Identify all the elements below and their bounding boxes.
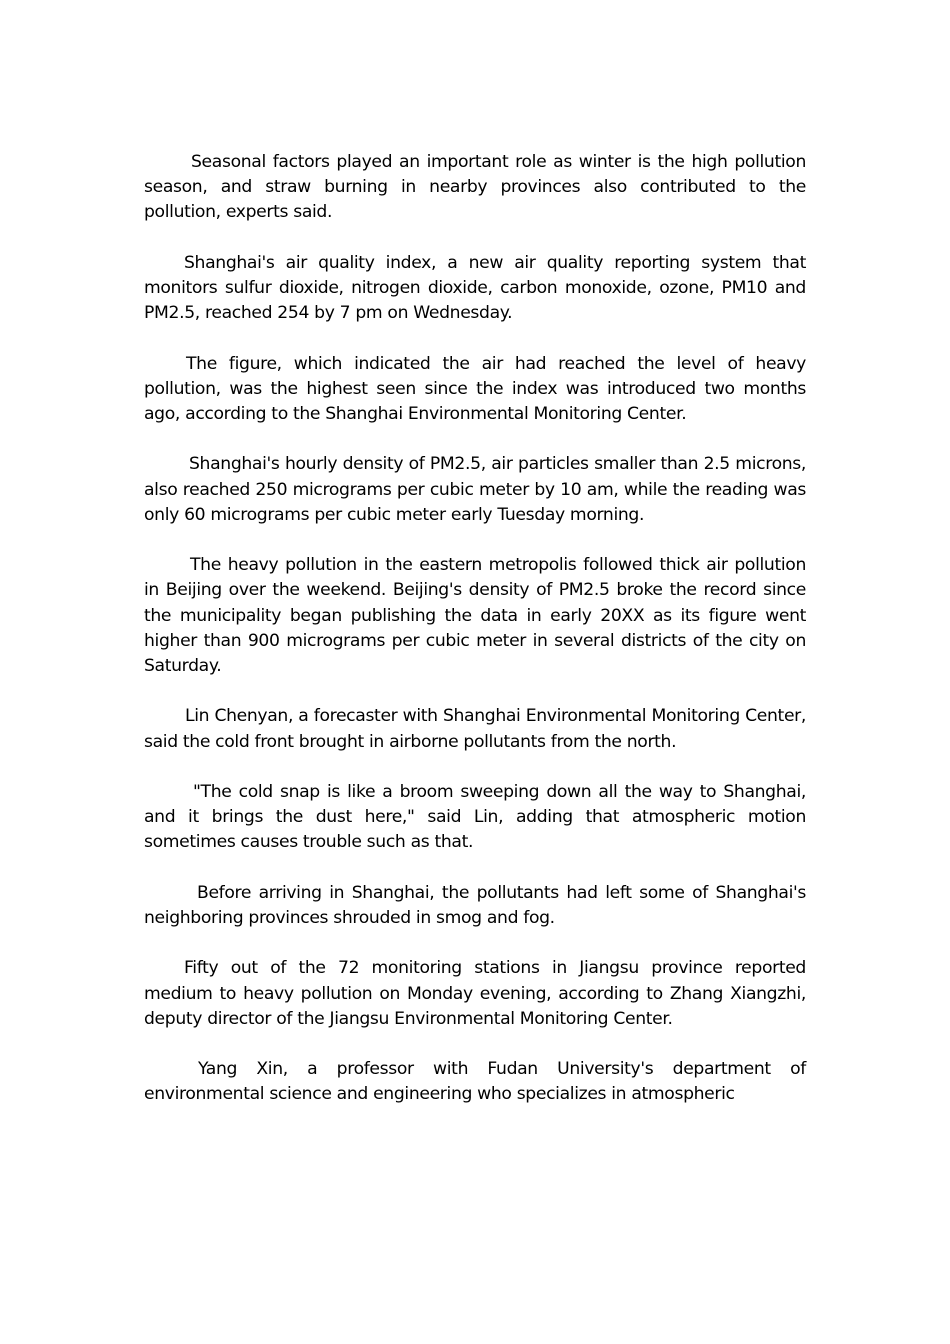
paragraph-yang-xin: Yang Xin, a professor with Fudan University's department of environmental science and engineering who specializes in atmospheric	[144, 1059, 806, 1105]
paragraph-air-quality-index: Shanghai's air quality index, a new air quality reporting system that monitors sulfur dioxide, nitrogen dioxide, carbon monoxide, ozone, PM10 and PM2.5, reached 254 by 7 pm on Wednesday.	[144, 252, 806, 324]
paragraph-jiangsu-stations: Fifty out of the 72 monitoring stations in Jiangsu province reported medium to heavy pollution on Monday evening, according to Zhang Xiangzhi, deputy director of the Jiangsu Environmental Monitoring Center.	[144, 958, 806, 1029]
paragraph-seasonal-factors: Seasonal factors played an important role as winter is the high pollution season, and straw burning in nearby provinces also contributed to the pollution, experts said.	[144, 152, 806, 223]
paragraph-pm25-density: Shanghai's hourly density of PM2.5, air particles smaller than 2.5 microns, also reached 250 micrograms per cubic meter by 10 am, while the reading was only 60 micrograms per cubic meter early Tuesday morning.	[144, 454, 806, 525]
paragraph-heavy-pollution-level: The figure, which indicated the air had reached the level of heavy pollution, was the highest seen since the index was introduced two months ago, according to the Shanghai Environmental Monitoring Center.	[144, 353, 806, 424]
paragraph-cold-snap-quote: "The cold snap is like a broom sweeping down all the way to Shanghai, and it brings the dust here," said Lin, adding that atmospheric motion sometimes causes trouble such as that.	[144, 781, 806, 853]
article-body	[144, 150, 806, 1133]
paragraph-lin-chenyan: Lin Chenyan, a forecaster with Shanghai Environmental Monitoring Center, said the cold front brought in airborne pollutants from the north.	[144, 706, 806, 752]
paragraph-neighboring-provinces: Before arriving in Shanghai, the pollutants had left some of Shanghai's neighboring provinces shrouded in smog and fog.	[144, 882, 806, 928]
paragraph-beijing-pollution: The heavy pollution in the eastern metropolis followed thick air pollution in Beijing over the weekend. Beijing's density of PM2.5 broke the record since the municipality began publishing the data in early 20XX as its figure went higher than 900 micrograms per cubic meter in several districts of the city on Saturday.	[144, 555, 806, 676]
